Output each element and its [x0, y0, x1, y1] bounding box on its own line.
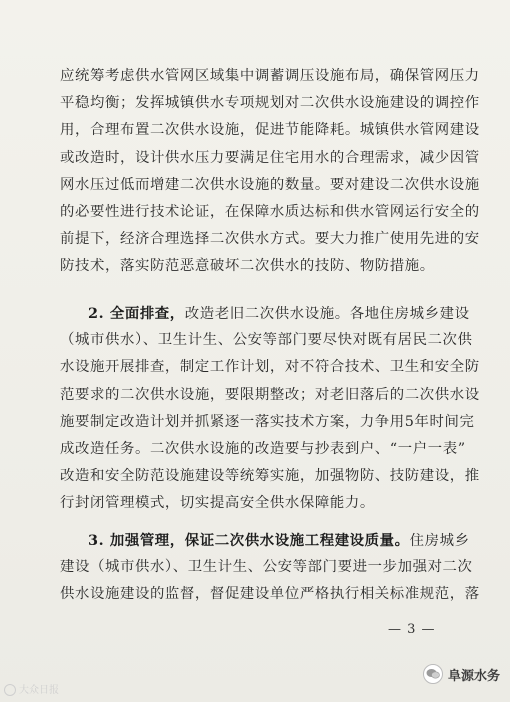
text-line: （城市供水）、卫生计生、公安等部门要尽快对既有居民二次供	[60, 332, 473, 349]
paragraph-2	[60, 300, 480, 518]
text-line: 平稳均衡；发挥城镇供水专项规划对二次供水设施建设的调控作	[60, 95, 480, 112]
text-line: 防技术，落实防范恶意破坏二次供水的技防、物防措施。	[60, 258, 435, 275]
section-heading: 3. 加强管理，保证二次供水设施工程建设质量。	[88, 532, 410, 549]
text-run: 住房城乡	[409, 533, 470, 549]
brand-name: 阜源水务	[448, 668, 501, 684]
paragraph-1	[60, 63, 480, 281]
text-line: 水设施开展排查，制定工作计划，对不符合技术、卫生和安全防	[60, 359, 480, 376]
text-line: 供水设施建设的监督，督促建设单位严格执行相关标准规范，落	[60, 586, 480, 603]
text-line: 网水压过低而增建二次供水设施的数量。要对建设二次供水设施	[60, 176, 480, 193]
text-line: 改造和安全防范设施建设等统筹实施，加强物防、技防建设，推	[60, 468, 480, 485]
text-line: 应统筹考虑供水管网区域集中调蓄调压设施布局，确保管网压力	[60, 68, 480, 84]
brand-badge[interactable]	[423, 664, 500, 684]
section-heading: 2. 全面排查，	[88, 305, 185, 322]
text-line: 用，合理布置二次供水设施，促进节能降耗。城镇供水管网建设	[60, 122, 480, 139]
text-line: 前提下，经济合理选择二次供水方式。要大力推广使用先进的安	[60, 231, 480, 248]
text-line: 范要求的二次供水设施，要限期整改；对老旧落后的二次供水设	[60, 386, 480, 403]
text-line	[60, 527, 470, 554]
text-run: 改造老旧二次供水设施。各地住房城乡建设	[184, 306, 470, 322]
text-line	[60, 300, 470, 327]
wechat-icon	[423, 664, 443, 684]
text-line: 的必要性进行技术论证，在保障水质达标和供水管网运行安全的	[60, 203, 480, 220]
watermark-text: 大众日报	[19, 685, 59, 696]
paragraph-3	[60, 527, 480, 609]
text-line: 行封闭管理模式，切实提高安全供水保障能力。	[60, 495, 375, 512]
text-line: 建设（城市供水）、卫生计生、公安等部门要进一步加强对二次	[60, 559, 473, 576]
text-line: 成改造任务。二次供水设施的改造要与抄表到户、“一户一表”	[60, 440, 466, 457]
watermark-logo-icon	[4, 684, 16, 696]
watermark	[4, 681, 59, 696]
text-line: 施要制定改造计划并抓紧逐一落实技术方案，力争用5年时间完	[60, 413, 475, 430]
text-line: 或改造时，设计供水压力要满足住宅用水的合理需求，减少因管	[60, 149, 480, 166]
page-number: — 3 —	[388, 622, 436, 637]
